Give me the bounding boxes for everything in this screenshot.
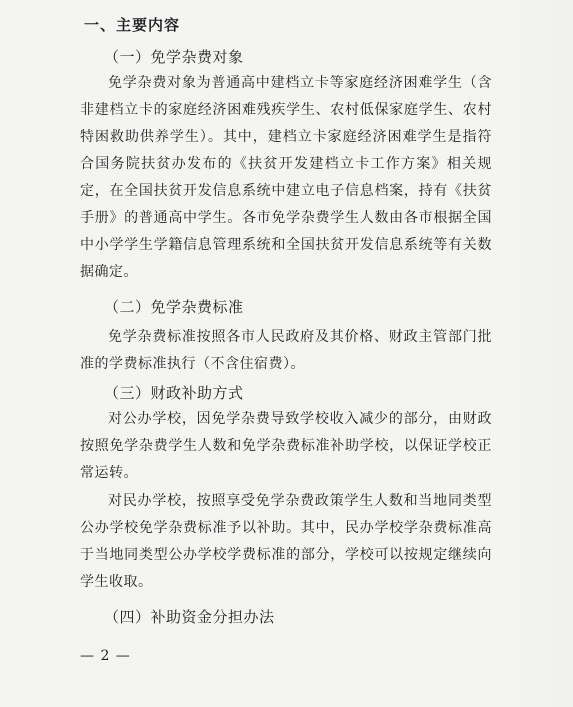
subheading-target-students: （一）免学杂费对象 [104, 48, 244, 66]
page-number: — 2 — [80, 648, 131, 664]
paragraph-public-schools: 对公办学校，因免学杂费导致学校收入减少的部分，由财政按照免学杂费学生人数和免学杂费标准补助学校，以保证学校正常运转。 [80, 411, 492, 481]
subheading-fee-standard: （二）免学杂费标准 [104, 298, 244, 316]
scan-shadow [493, 0, 573, 707]
subheading-funding-sharing: （四）补助资金分担办法 [104, 608, 275, 626]
paragraph-target-students: 免学杂费对象为普通高中建档立卡等家庭经济困难学生（含非建档立卡的家庭经济困难残疾学生、农村低保家庭学生、农村特困救助供养学生）。其中，建档立卡家庭经济困难学生是指符合国务院扶贫办发布的《扶贫开发建档立卡工作方案》相关规定，在全国扶贫开发信息系统中建立电子信息档案，持有《扶贫手册》的普通高中学生。各市免学杂费学生人数由各市根据全国中小学学生学籍信息管理系统和全国扶贫开发信息系统等有关数据确定。 [80, 75, 492, 280]
section-title: 一、主要内容 [84, 16, 181, 34]
paragraph-fee-standard: 免学杂费标准按照各市人民政府及其价格、财政主管部门批准的学费标准执行（不含住宿费）。 [80, 329, 492, 372]
subheading-subsidy-method: （三）财政补助方式 [104, 384, 244, 402]
paragraph-private-schools: 对民办学校，按照享受免学杂费政策学生人数和当地同类型公办学校免学杂费标准予以补助。其中，民办学校学杂费标准高于当地同类型公办学校学费标准的部分，学校可以按规定继续向学生收取。 [80, 493, 492, 590]
